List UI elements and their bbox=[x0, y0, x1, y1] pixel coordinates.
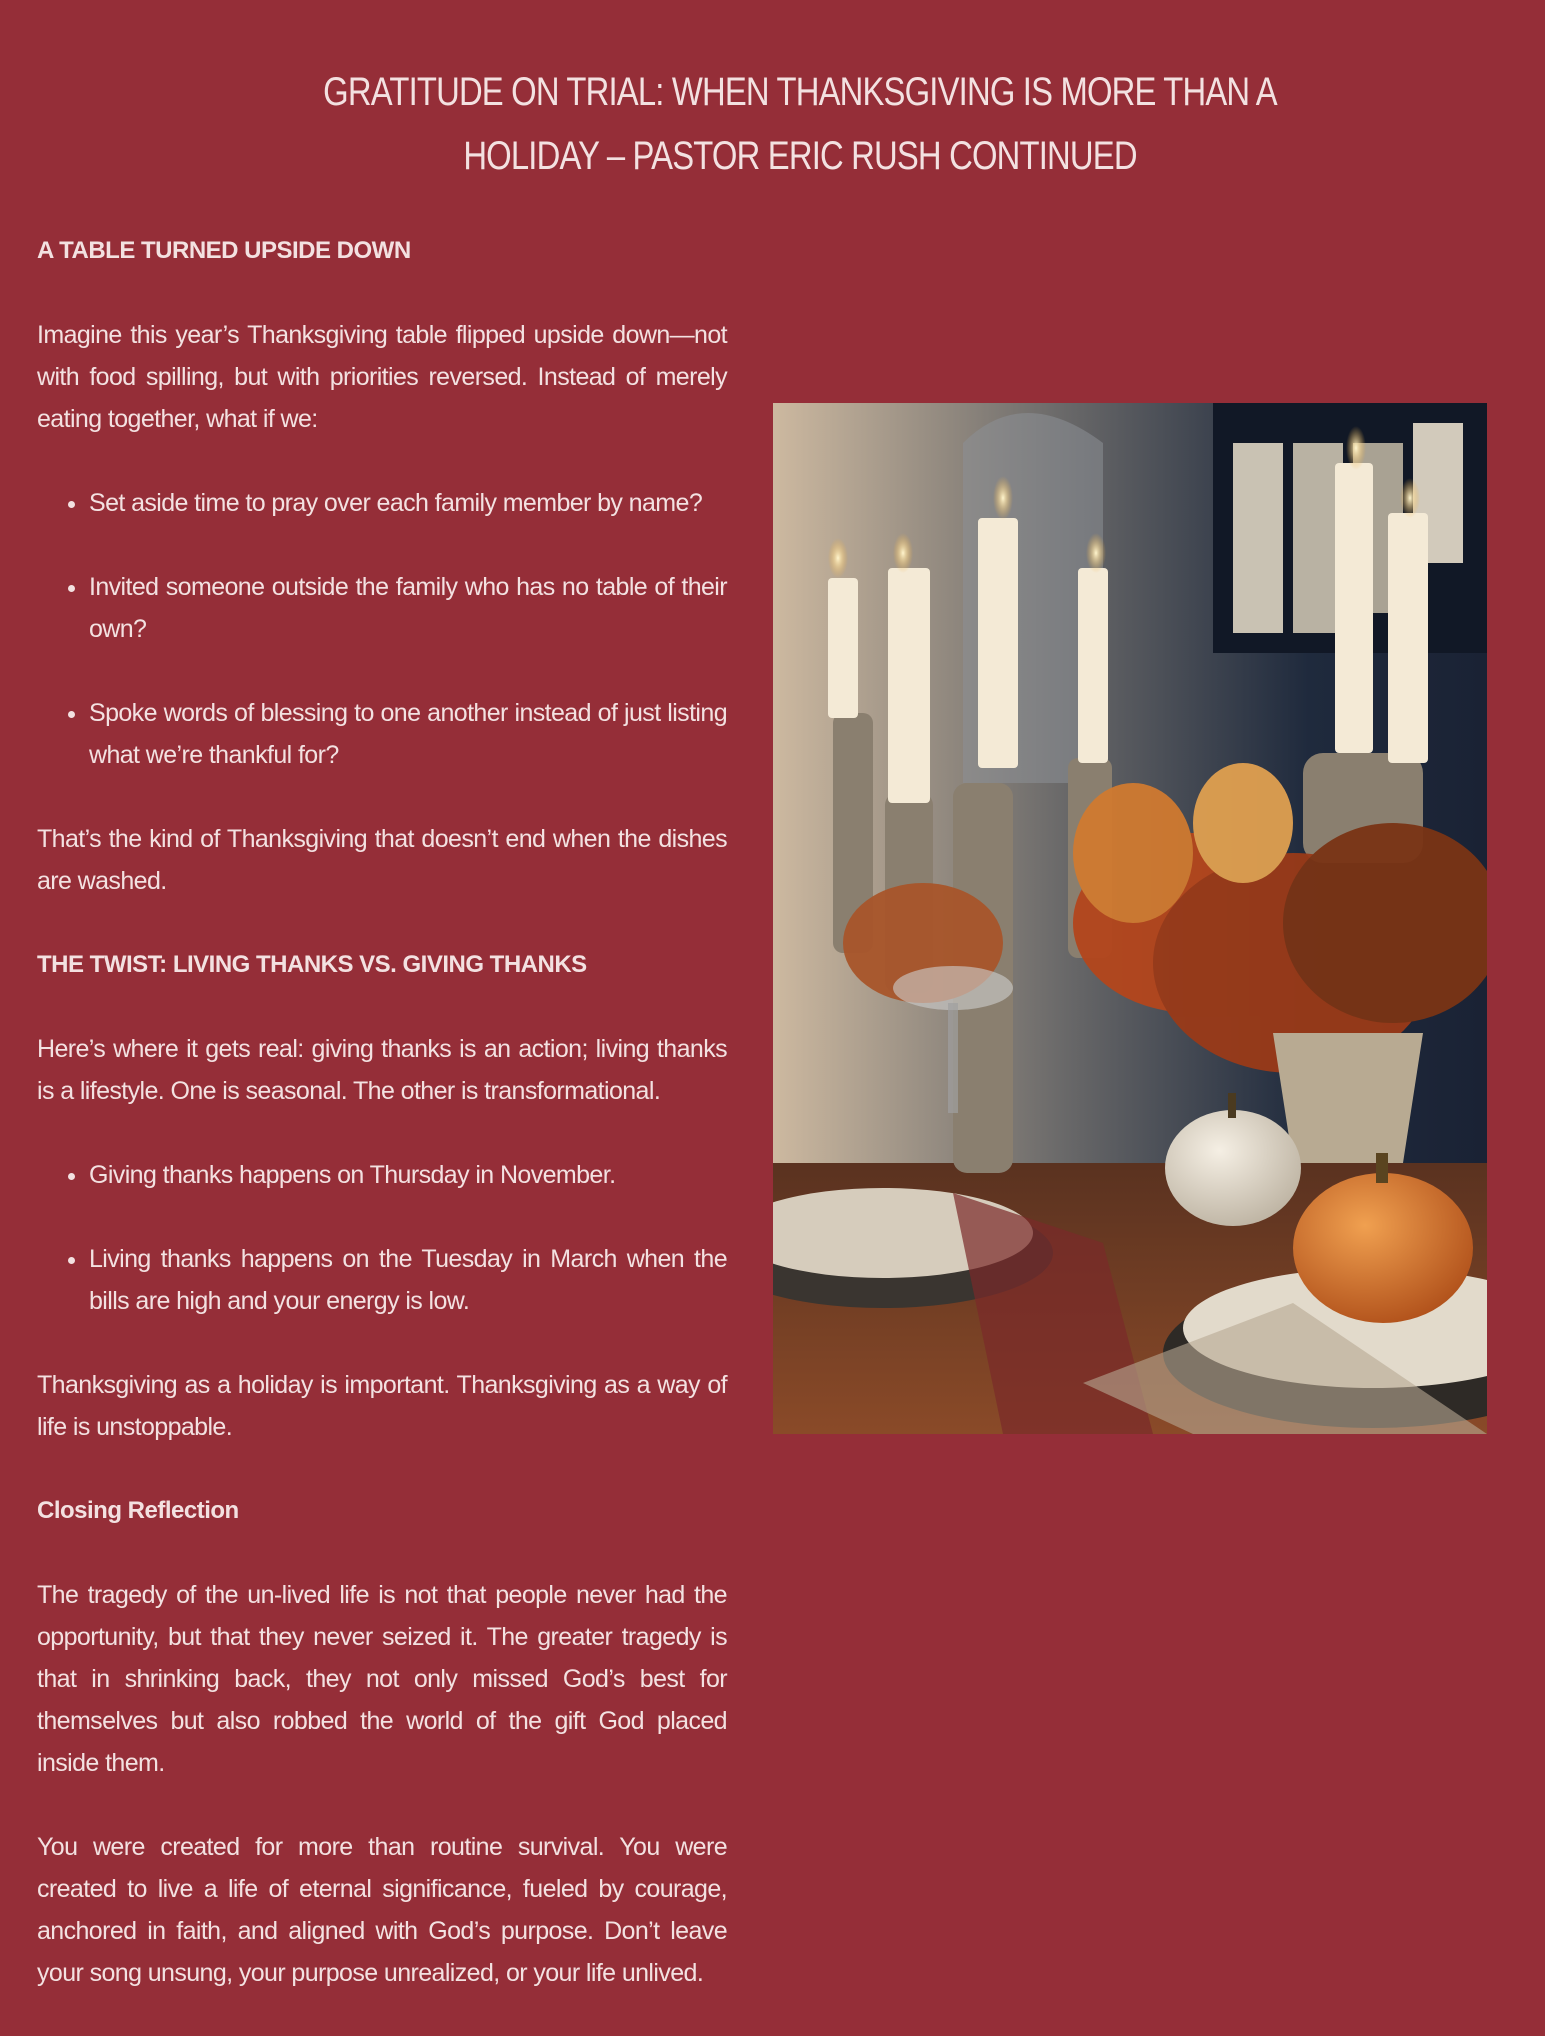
closing-paragraph: The tragedy of the un-lived life is not that people never had the opportunity, but that they never seized it. The greater tragedy is that in shrinking back, they not only missed God’s best for themselves but also robbed the world of the gift God placed inside them. bbox=[37, 1581, 727, 1777]
article-body bbox=[37, 230, 727, 2036]
list-item: • Invited someone outside the family who has no table of their own? bbox=[89, 566, 727, 650]
section-outro: That’s the kind of Thanksgiving that doesn’t end when the dishes are washed. bbox=[37, 825, 727, 895]
section-heading: A TABLE TURNED UPSIDE DOWN bbox=[37, 237, 411, 264]
list-item: • Set aside time to pray over each family member by name? bbox=[89, 482, 727, 524]
bullet-list bbox=[37, 1154, 727, 1322]
list-item: • Living thanks happens on the Tuesday in March when the bills are high and your energy is low. bbox=[89, 1238, 727, 1322]
thanksgiving-table-photo bbox=[773, 403, 1487, 1434]
section-intro: Here’s where it gets real: giving thanks is an action; living thanks is a lifestyle. One is seasonal. The other is transformational. bbox=[37, 1035, 727, 1105]
page-title: GRATITUDE ON TRIAL: WHEN THANKSGIVING IS MORE THAN A HOLIDAY – PASTOR ERIC RUSH CONTINUED bbox=[323, 70, 1277, 178]
section-intro: Imagine this year’s Thanksgiving table flipped upside down—not with food spilling, but with priorities reversed. Instead of merely eating together, what if we: bbox=[37, 321, 727, 433]
closing-heading: Closing Reflection bbox=[37, 1497, 239, 1524]
section-outro: Thanksgiving as a holiday is important. Thanksgiving as a way of life is unstoppable. bbox=[37, 1371, 727, 1441]
list-item: • Spoke words of blessing to one another instead of just listing what we’re thankful for? bbox=[89, 692, 727, 776]
list-item: • Giving thanks happens on Thursday in November. bbox=[89, 1154, 727, 1196]
bullet-list bbox=[37, 482, 727, 776]
section-heading: THE TWIST: LIVING THANKS VS. GIVING THANKS bbox=[37, 951, 587, 978]
closing-paragraph: You were created for more than routine survival. You were created to live a life of eternal significance, fueled by courage, anchored in faith, and aligned with God’s purpose. Don’t leave your song unsung, your purpose unrealized, or your life unlived. bbox=[37, 1833, 727, 1987]
